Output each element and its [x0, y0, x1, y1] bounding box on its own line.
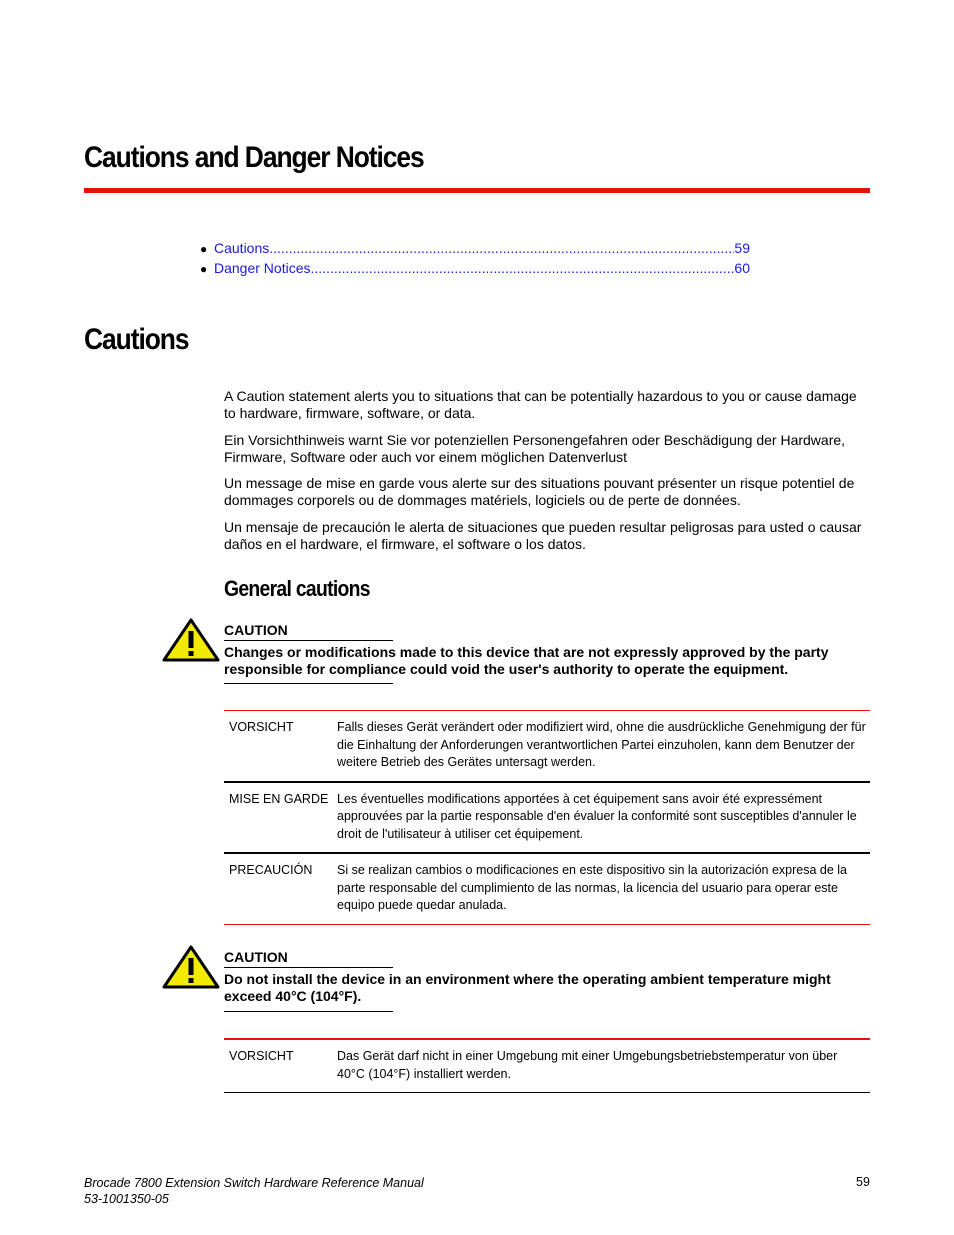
table-bottom-rule — [224, 924, 870, 925]
chapter-title-rule — [84, 188, 870, 193]
table-row — [224, 854, 870, 924]
toc-page-number[interactable]: 59 — [734, 240, 750, 256]
intro-paragraph-fr: Un message de mise en garde vous alerte sur des situations pouvant présenter un risque potentiel de dommages corporels ou de dommages matériels, logiciels ou de perte de données. — [224, 475, 855, 508]
warning-triangle-icon — [161, 944, 221, 995]
translation-text: Falls dieses Gerät verändert oder modifiziert wird, ohne die ausdrückliche Genehmigung der für die Einhaltung der Anforderungen verantwortlichen Partei einzuholen, kann dem Benutzer der weitere Betrieb des Gerätes untersagt werden. — [337, 720, 866, 769]
footer-page-number: 59 — [856, 1175, 870, 1189]
language-label: VORSICHT — [229, 720, 294, 734]
caution-label: CAUTION — [224, 622, 288, 638]
toc-item[interactable] — [200, 260, 750, 276]
bullet-icon: ● — [200, 242, 208, 256]
caution-label: CAUTION — [224, 949, 288, 965]
table-row — [224, 711, 870, 781]
section-title: Cautions — [84, 323, 189, 356]
caution-text-rule — [224, 683, 393, 684]
toc-page-number[interactable]: 60 — [734, 260, 750, 276]
toc-item[interactable] — [200, 240, 750, 256]
footer-doc-number: 53-1001350-05 — [84, 1192, 169, 1206]
warning-triangle-icon — [161, 617, 221, 668]
toc-link-label[interactable]: Cautions — [214, 240, 270, 256]
mini-toc — [200, 240, 750, 276]
toc-leader — [269, 240, 734, 256]
footer-manual-title: Brocade 7800 Extension Switch Hardware Reference Manual — [84, 1176, 424, 1190]
intro-paragraph-de: Ein Vorsichthinweis warnt Sie vor potenziellen Personengefahren oder Beschädigung der Hardware, Firmware, Software oder auch vor einem möglichen Datenverlust — [224, 432, 846, 465]
caution-text: Do not install the device in an environment where the operating ambient temperature might exceed 40°C (104°F). — [224, 971, 831, 1004]
caution-text-rule — [224, 1011, 393, 1012]
bullet-icon: ● — [200, 262, 208, 276]
table-row — [224, 783, 870, 853]
subsection-title: General cautions — [224, 576, 370, 601]
chapter-title: Cautions and Danger Notices — [84, 141, 424, 174]
intro-paragraph-es: Un mensaje de precaución le alerta de situaciones que pueden resultar peligrosas para usted o causar daños en el hardware, el firmware, el software o los datos. — [224, 519, 862, 552]
translation-table — [224, 710, 870, 925]
caution-label-rule — [224, 640, 393, 641]
language-label: PRECAUCIÓN — [229, 863, 313, 877]
translation-text: Les éventuelles modifications apportées à cet équipement sans avoir été expressément approuvées par la partie responsable d'en évaluer la conformité sont susceptibles d'annuler le droit de l'utilisateur à utiliser cet équipement. — [337, 791, 857, 841]
table-row — [224, 1040, 870, 1092]
language-label: VORSICHT — [229, 1049, 294, 1063]
translation-table — [224, 1038, 870, 1093]
table-bottom-rule — [224, 1092, 870, 1093]
translation-text: Si se realizan cambios o modificaciones en este dispositivo sin la autorización expresa de la parte responsable del cumplimiento de las normas, la licencia del usuario para operar este equipo puede quedar anulada. — [337, 863, 847, 912]
toc-link-label[interactable]: Danger Notices — [214, 260, 311, 276]
language-label: MISE EN GARDE — [229, 791, 329, 806]
translation-text: Das Gerät darf nicht in einer Umgebung mit einer Umgebungsbetriebstemperatur von über 40°C (104°F) installiert werden. — [337, 1049, 838, 1081]
caution-label-rule — [224, 967, 393, 968]
toc-leader — [311, 260, 735, 276]
intro-paragraph-en: A Caution statement alerts you to situations that can be potentially hazardous to you or cause damage to hardware, firmware, software, or data. — [224, 388, 857, 421]
caution-text: Changes or modifications made to this device that are not expressly approved by the party responsible for compliance could void the user's authority to operate the equipment. — [224, 644, 829, 677]
